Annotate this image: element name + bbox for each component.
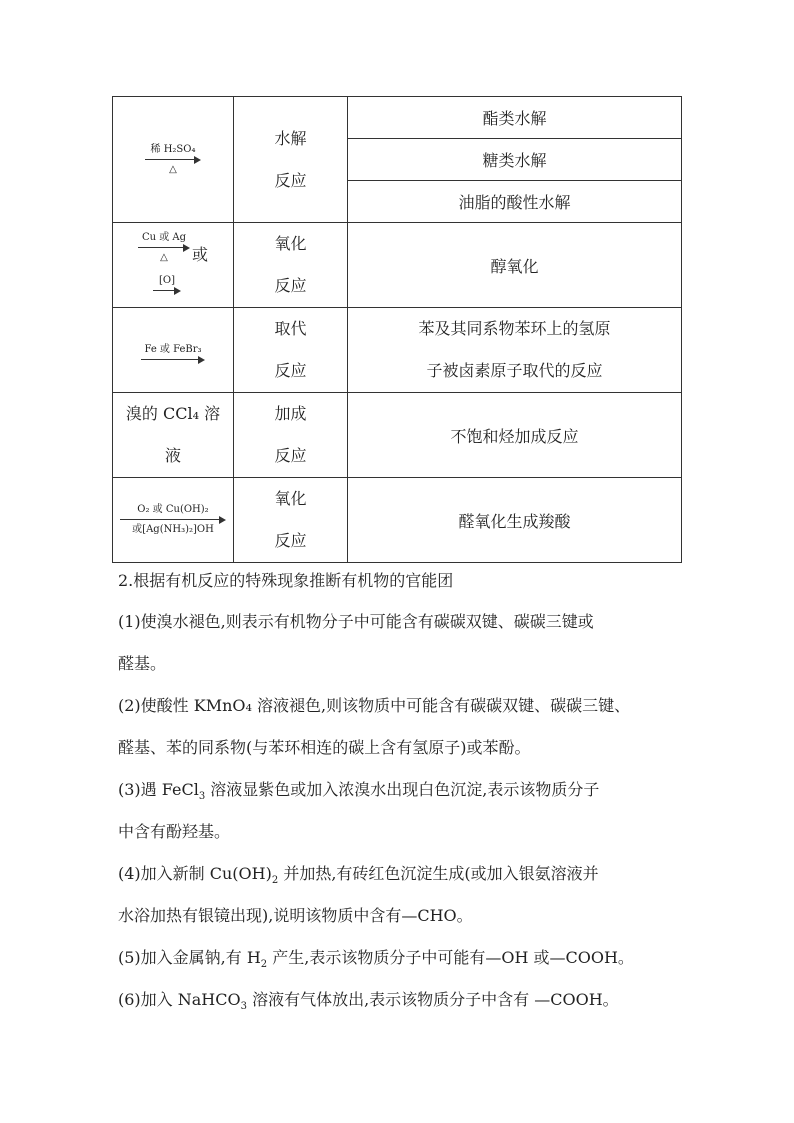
arrow-icon [120,516,226,524]
subscript: 2 [260,959,268,970]
text-run: 产生,表示该物质分子中可能有—OH 或—COOH。 [267,948,634,967]
result-cell: 不饱和烃加成反应 [348,393,682,478]
table-row [113,393,682,478]
paragraph-4-line1 [118,864,688,887]
paragraph-4-line2: 水浴加热有银镜出现),说明该物质中含有—CHO。 [118,906,473,925]
reaction-type-line2: 反应 [274,170,307,190]
reaction-arrow [153,275,181,295]
reaction-arrow [138,232,190,264]
reaction-type-cell [234,223,348,308]
result-cell: 醛氧化生成羧酸 [348,478,682,563]
reaction-type-line2: 反应 [274,276,307,295]
table-row [113,97,682,139]
paragraph-5 [118,948,688,971]
reaction-type-line2: 反应 [274,446,307,465]
arrow-bottom-label: 或[Ag(NH₃)₂]OH [132,524,214,535]
condition-cell [113,97,234,223]
paragraph-6 [118,990,688,1013]
or-label: 或 [191,244,208,264]
arrow-icon [141,356,205,364]
arrow-icon [153,287,181,295]
paragraph-1-line1: (1)使溴水褪色,则表示有机物分子中可能含有碳碳双键、碳碳三键或 [118,612,594,631]
arrow-icon [145,156,201,164]
arrow-top-label: Fe 或 FeBr₃ [144,343,202,355]
condition-cell [113,478,234,563]
table-row [113,308,682,393]
text-run: 并加热,有砖红色沉淀生成(或加入银氨溶液并 [278,864,599,883]
arrow-top-label: Cu 或 Ag [141,231,187,243]
condition-line1: 溴的 CCl₄ 溶 [125,404,221,423]
arrow-icon [138,244,190,252]
result-line1: 苯及其同系物苯环上的氢原 [418,319,611,338]
paragraph-2-line1: (2)使酸性 KMnO₄ 溶液褪色,则该物质中可能含有碳碳双键、碳碳三键、 [118,696,631,715]
result-cell: 油脂的酸性水解 [348,181,682,223]
reaction-type-line2: 反应 [274,531,307,550]
reaction-arrow [145,144,201,176]
reaction-type-cell [234,97,348,223]
condition-cell [113,308,234,393]
text-run: (6)加入 NaHCO [118,990,241,1009]
arrow-top-label: O₂ 或 Cu(OH)₂ [137,504,209,515]
table-row [113,223,682,308]
paragraph-1-line2: 醛基。 [118,654,167,673]
reaction-type-cell [234,308,348,393]
reaction-type-line1: 取代 [274,319,307,338]
reaction-type-line1: 氧化 [274,489,307,508]
table-row [113,478,682,563]
subscript: 3 [240,1001,247,1012]
arrow-top-label: 稀 H₂SO₄ [150,143,196,155]
reaction-type-line1: 水解 [274,128,307,148]
text-run: (5)加入金属钠,有 H [118,948,261,967]
condition-cell [113,223,234,308]
arrow-bottom-label: △ [169,163,177,175]
paragraph-3-line2: 中含有酚羟基。 [118,822,231,841]
result-cell [348,308,682,393]
condition-cell [113,393,234,478]
paragraph-3-line1 [118,780,688,803]
arrow-bottom-label: △ [160,251,168,263]
condition-line2: 液 [164,446,181,465]
text-run: 溶液显紫色或加入浓溴水出现白色沉淀,表示该物质分子 [205,780,600,799]
reaction-type-cell [234,393,348,478]
reaction-type-line1: 氧化 [274,234,307,253]
subscript: 2 [271,875,279,886]
reaction-table [112,96,682,563]
subscript: 3 [198,791,206,802]
text-run: (3)遇 FeCl [118,780,199,799]
text-run: 溶液有气体放出,表示该物质分子中含有 —COOH。 [246,990,619,1009]
arrow-top-label: [O] [158,274,175,286]
section-heading: 2.根据有机反应的特殊现象推断有机物的官能团 [118,571,454,590]
paragraph-2-line2: 醛基、苯的同系物(与苯环相连的碳上含有氢原子)或苯酚。 [118,738,531,757]
result-cell: 酯类水解 [348,97,682,139]
reaction-arrow [120,504,226,536]
text-run: (4)加入新制 Cu(OH) [118,864,272,883]
reaction-arrow [141,344,205,364]
reaction-type-cell [234,478,348,563]
reaction-type-line2: 反应 [274,361,307,380]
result-line2: 子被卤素原子取代的反应 [426,361,603,380]
reaction-type-line1: 加成 [274,404,307,423]
result-cell: 糖类水解 [348,139,682,181]
result-cell: 醇氧化 [348,223,682,308]
